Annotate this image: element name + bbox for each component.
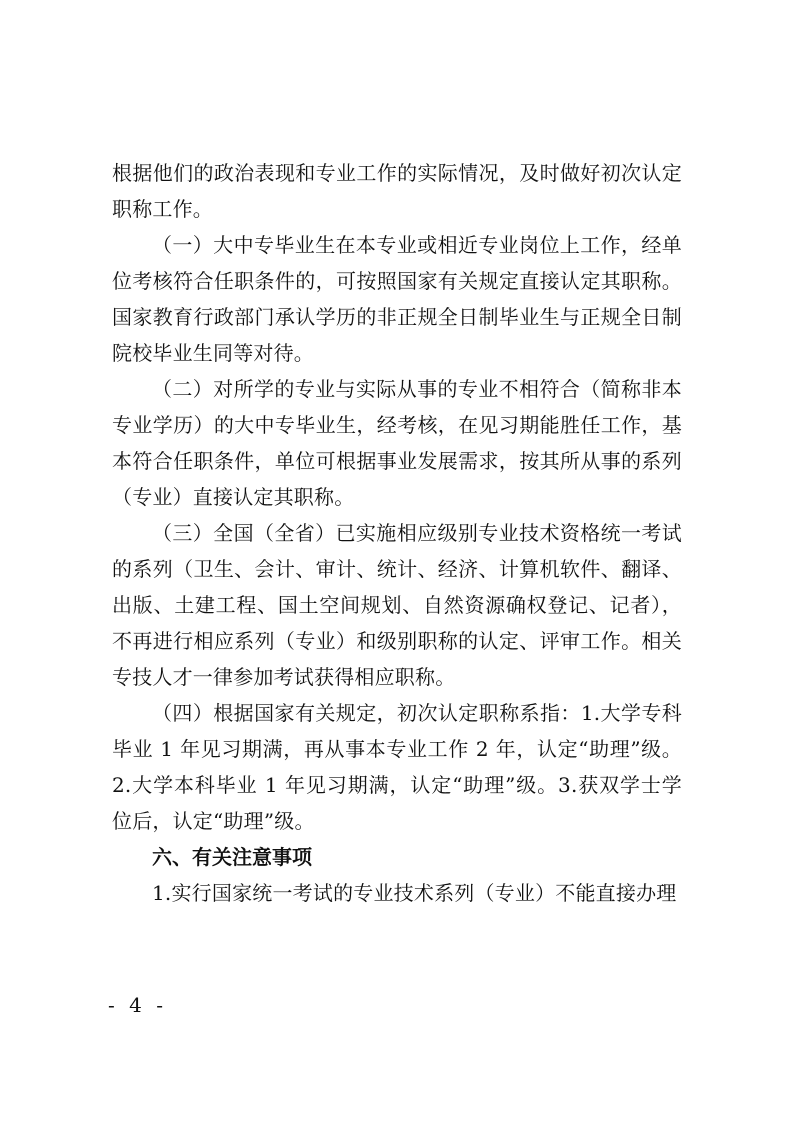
paragraph-item-4: （四）根据国家有关规定，初次认定职称系指：1.大学专科毕业 1 年见习期满，再从事本专业工作 2 年，认定“助理”级。2.大学本科毕业 1 年见习期满，认定“助理”级。3.获双学士学位后，认定“助理”级。 (112, 701, 682, 833)
document-body (112, 155, 682, 911)
paragraph-item-3: （三）全国（全省）已实施相应级别专业技术资格统一考试的系列（卫生、会计、审计、统计、经济、计算机软件、翻译、出版、土建工程、国土空间规划、自然资源确权登记、记者），不再进行相应系列（专业）和级别职称的认定、评审工作。相关专技人才一律参加考试获得相应职称。 (112, 521, 682, 689)
page-number: - 4 - (108, 993, 167, 1017)
section-heading: 六、有关注意事项 (152, 845, 312, 869)
paragraph-continuation: 根据他们的政治表现和专业工作的实际情况，及时做好初次认定职称工作。 (112, 161, 682, 221)
paragraph-item-2: （二）对所学的专业与实际从事的专业不相符合（简称非本专业学历）的大中专毕业生，经考核，在见习期能胜任工作，基本符合任职条件，单位可根据事业发展需求，按其所从事的系列（专业）直接认定其职称。 (112, 377, 682, 509)
paragraph-item-1: （一）大中专毕业生在本专业或相近专业岗位上工作，经单位考核符合任职条件的，可按照国家有关规定直接认定其职称。国家教育行政部门承认学历的非正规全日制毕业生与正规全日制院校毕业生同等对待。 (112, 233, 682, 365)
paragraph-notes-1: 1.实行国家统一考试的专业技术系列（专业）不能直接办理 (152, 881, 677, 905)
